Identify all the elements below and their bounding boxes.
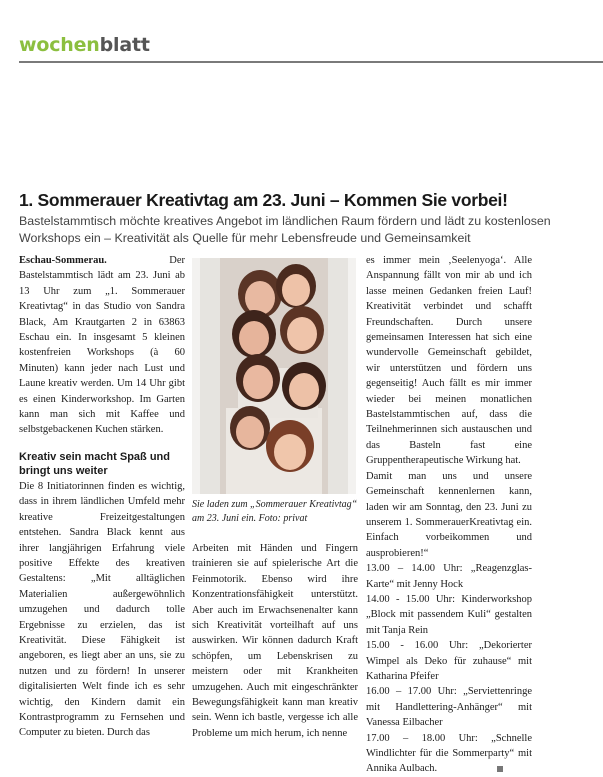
schedule-item: 16.00 – 17.00 Uhr: „Serviettenringe mit Handlettering-Anhänger“ mit Vanessa Eilbacher: [366, 686, 532, 729]
schedule-item: 13.00 – 14.00 Uhr: „Reagenzglas-Karte“ mit Jenny Hock: [366, 563, 532, 590]
dateline: Eschau-Sommerau.: [19, 255, 107, 266]
intro-paragraph: Der Bastelstammtisch lädt am 23. Juni ab 13 Uhr zum „1. Sommerauer Kreativtag“ in das Studio von Sandra Black, Am Krautgarten 2 in 63863 Eschau ein. In insgesamt 5 kleinen kostenfreien Workshops (à 60 Minuten) kann jeder nach Lust und Laune kreativ werden. Um 14 Uhr gibt es einen Kinderworkshop. Im Garten kann man sich mit Kaffee und selbstgebackenen Kuchen stärken.: [19, 255, 185, 436]
column-1: [19, 253, 185, 741]
body-paragraph: Die 8 Initiatorinnen finden es wichtig, dass in ihrem ländlichen Umfeld mehr kreative Freizeitgestaltungen entstehen. Sandra Black kennt aus ihrer langjährigen Erfahrung viele positive Effekte des kreativen Gestaltens: „Mit alltäglichen Materialien außergewöhnlich umzugehen und dadurch tolle Ergebnisse zu erzielen, das ist Kreativität. Diese Fähigkeit ist angeboren, es liegt aber an uns, sie zu nutzen und zu fördern! In unserer digitalisierten Welt finde ich es sehr wichtig, den Kindern damit ein Kontrastprogramm zu Fernsehen und Computer zu bieten. Durch das: [19, 480, 185, 739]
article-headline: 1. Sommerauer Kreativtag am 23. Juni – Kommen Sie vorbei!: [19, 190, 508, 210]
schedule-item: 15.00 - 16.00 Uhr: „Dekorierter Wimpel als Deko für zuhause“ mit Katharina Pfeifer: [366, 640, 532, 682]
brand-part-2: blatt: [99, 34, 150, 56]
schedule-item: 14.00 - 15.00 Uhr: Kinderworkshop „Block mit passendem Kuli“ gestalten mit Tanja Rein: [366, 593, 532, 636]
schedule-item-text: 17.00 – 18.00 Uhr: „Schnelle Windlichter für die Sommerparty“ mit Annika Aulbach.: [366, 732, 532, 775]
column-3: [366, 253, 532, 777]
end-mark-icon: [497, 766, 503, 772]
body-paragraph-continued: Arbeiten mit Händen und Fingern trainieren sie auf spielerische Art die Feinmotorik. Ebenso wird ihre Konzentrationsfähigkeit unterstützt. Aber auch im Erwachsenenalter kann sich Kreativität vorteilhaft auf uns auswirken. Wir können dadurch Kraft schöpfen, um Lebenskrisen zu meistern oder mit Krankheiten umzugehen. Auch mit eingeschränkter Bewegungsfähigkeit kann man kreativ sein. Wenn ich bastle, vergesse ich alle Probleme um mich herum, ich nenne: [192, 543, 358, 739]
invite-paragraph: Damit man uns und unsere Gemeinschaft kennenlernen kann, laden wir am Sonntag, den 23. Juni zu unserem 1. SommerauerKreativtag ein. Einfach vorbeikommen und ausprobieren!“: [366, 470, 532, 559]
header-rule: [19, 61, 603, 63]
article-subhead: Kreativ sein macht Spaß und bringt uns weiter: [19, 450, 170, 477]
photo-caption: Sie laden zum „Sommerauer Kreativtag“ am 23. Juni ein. Foto: privat: [192, 499, 358, 524]
brand-part-1: wochen: [19, 34, 100, 56]
body-paragraph-end: es immer mein ‚Seelenyoga‘. Alle Anspannung fällt von mir ab und ich lasse meinen Gedanken freien Lauf! Kreativität verbindet und schafft Freundschaften. Durch unsere gemeinsamen Interessen hat sich eine wundervolle Gemeinschaft gebildet, wir unterstützen und fördern uns gegenseitig! Auch fällt es mir immer wieder bei meinen monatlichen Bastelstammtischen auf, dass die Teilnehmerinnen sich austauschen und das Basteln fast eine Gruppentherapeutische Wirkung hat.: [366, 255, 532, 467]
group-photo: [192, 258, 356, 494]
photo-illustration: [192, 258, 356, 494]
brand-logo: [19, 34, 150, 56]
column-2: [192, 541, 358, 741]
article-subline: Bastelstammtisch möchte kreatives Angebot im ländlichen Raum fördern und lädt zu kostenlosen Workshops ein – Kreativität als Quelle für mehr Lebensfreude und Gemeinsamkeit: [19, 214, 551, 245]
schedule-item: [366, 731, 532, 777]
